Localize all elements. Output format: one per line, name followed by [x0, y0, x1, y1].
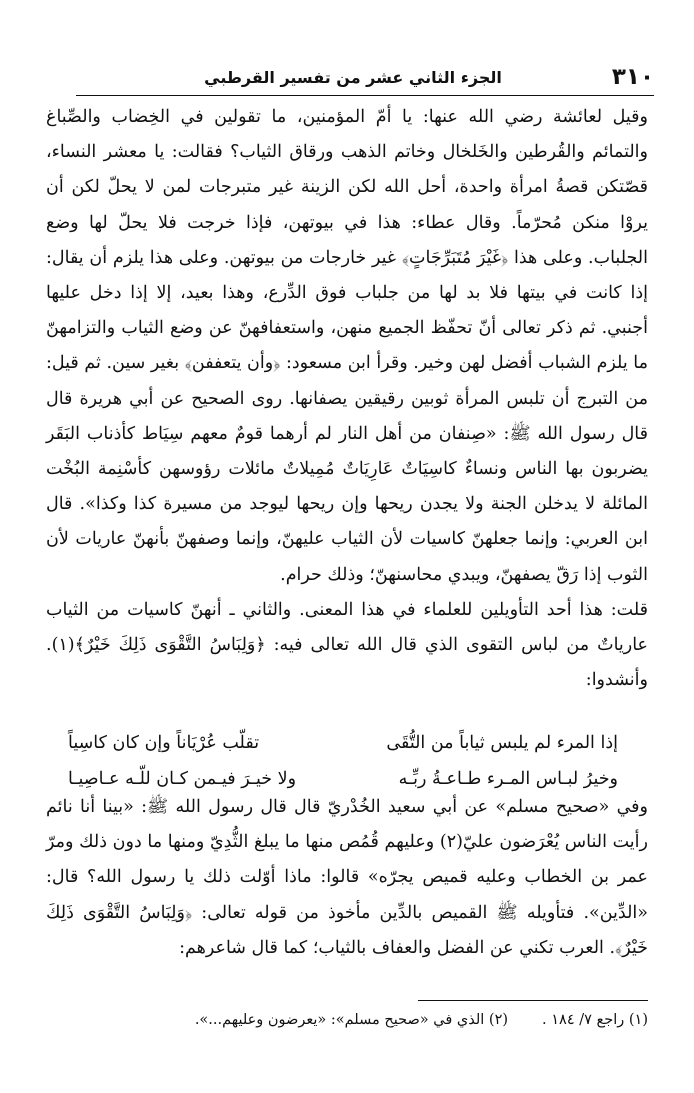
poem: [68, 725, 618, 797]
page-header: [76, 62, 654, 92]
hemistich-second: تقلّب عُرْيَاناً وإن كان كاسِياً: [68, 733, 260, 753]
footnote: (٢) الذي في «صحيح مسلم»: «يعرضون وعليهم...».: [194, 1012, 509, 1028]
hemistich-second: ولا خيـرَ فيـمن كـان للّـه عـاصِيـا: [68, 769, 297, 789]
page-number: ٣١٠: [611, 64, 654, 90]
hemistich-first: وخيرُ لبـاس المـرء طـاعـةُ ربِّـه: [398, 769, 618, 789]
footnote-divider: [418, 1000, 648, 1001]
running-title: الجزء الثاني عشر من تفسير القرطبي: [204, 67, 502, 87]
verse: [68, 725, 618, 761]
header-divider: [76, 95, 654, 96]
footnote: (١) راجع ٧/ ١٨٤ .: [542, 1012, 648, 1028]
footnotes: [110, 1012, 648, 1028]
main-text: [46, 100, 648, 698]
paragraph: قلت: هذا أحد التأويلين للعلماء في هذا المعنى. والثاني ـ أنهنّ كاسيات من الثياب عارياتٌ من لباس التقوى الذي قال الله تعالى فيه: ﴿وَلِبَاسُ التَّقْوَى ذَلِكَ خَيْرٌ﴾(١). وأنشدوا:: [46, 599, 648, 691]
hemistich-first: إذا المرء لم يلبس ثياباً من التُّقَى: [386, 733, 618, 753]
paragraph: وقيل لعائشة رضي الله عنها: يا أمّ المؤمنين، ما تقولين في الخِضاب والصِّباغ والتمائم والقُرطين والخَلخال وخاتم الذهب ورقاق الثياب؟ فقالت: يا معشر النساء، قصّتكن قصةُ امرأة واحدة، أحل الله لكن الزينة غير متبرجات لمن لا يحلّ لكن أن يروْا منكن مُحرّماً. وقال عطاء: هذا في بيوتهن، فإذا خرجت فلا يحلّ لها وضع الجلباب. وعلى هذا ﴿غَيْرَ مُتَبَرِّجَاتٍ﴾ غير خارجات من بيوتهن. وعلى هذا يلزم أن يقال: إذا كانت في بيتها فلا بد لها من جلباب فوق الدِّرع، وهذا بعيد، إلا إذا دخل عليها أجنبي. ثم ذكر تعالى أنّ تحفّظ الجميع منهن، واستعفافهنّ عن وضع الثياب والتزامهنّ ما يلزم الشباب أفضل لهن وخير. وقرأ ابن مسعود: ﴿وأن يتعففن﴾ بغير سين. ثم قيل: من التبرج أن تلبس المرأة ثوبين رقيقين يصفانها. روى الصحيح عن أبي هريرة قال قال رسول الله ﷺ: «صِنفان من أهل النار لم أرهما قومٌ معهم سِيَاط كأذناب البَقَر يضربون بها الناس ونساءٌ كاسِيَاتٌ عَارِيَاتٌ مُمِيلاتٌ مائلات رؤوسهن كأسْنِمة البُخْت المائلة لا يدخلن الجنة ولا يجدن ريحها وإن ريحها ليوجد من مسيرة كذا وكذا». قال ابن العربي: وإنما جعلهنّ كاسيات لأن الثياب عليهنّ، وإنما وصفهنّ بأنهنّ عاريات لأن الثوب إذا رَقّ يصفهنّ، ويبدي محاسنهنّ؛ وذلك حرام.: [46, 107, 648, 585]
main-text-continued: [46, 790, 648, 966]
paragraph: وفي «صحيح مسلم» عن أبي سعيد الخُدْريّ قال قال رسول الله ﷺ: «بينا أنا نائم رأيت الناس يُعْرَضون عليّ(٢) وعليهم قُمُص منها ما يبلغ الثُّدِيّ ومنها ما دون ذلك ومرّ عمر بن الخطاب وعليه قميص يجرّه» قالوا: ماذا أوّلت ذلك يا رسول الله؟ قال: «الدِّين». فتأويله ﷺ القميص بالدِّين مأخوذ من قوله تعالى: ﴿وَلِبَاسُ التَّقْوَى ذَلِكَ خَيْرٌ﴾. العرب تكني عن الفضل والعفاف بالثياب؛ كما قال شاعرهم:: [46, 797, 648, 958]
